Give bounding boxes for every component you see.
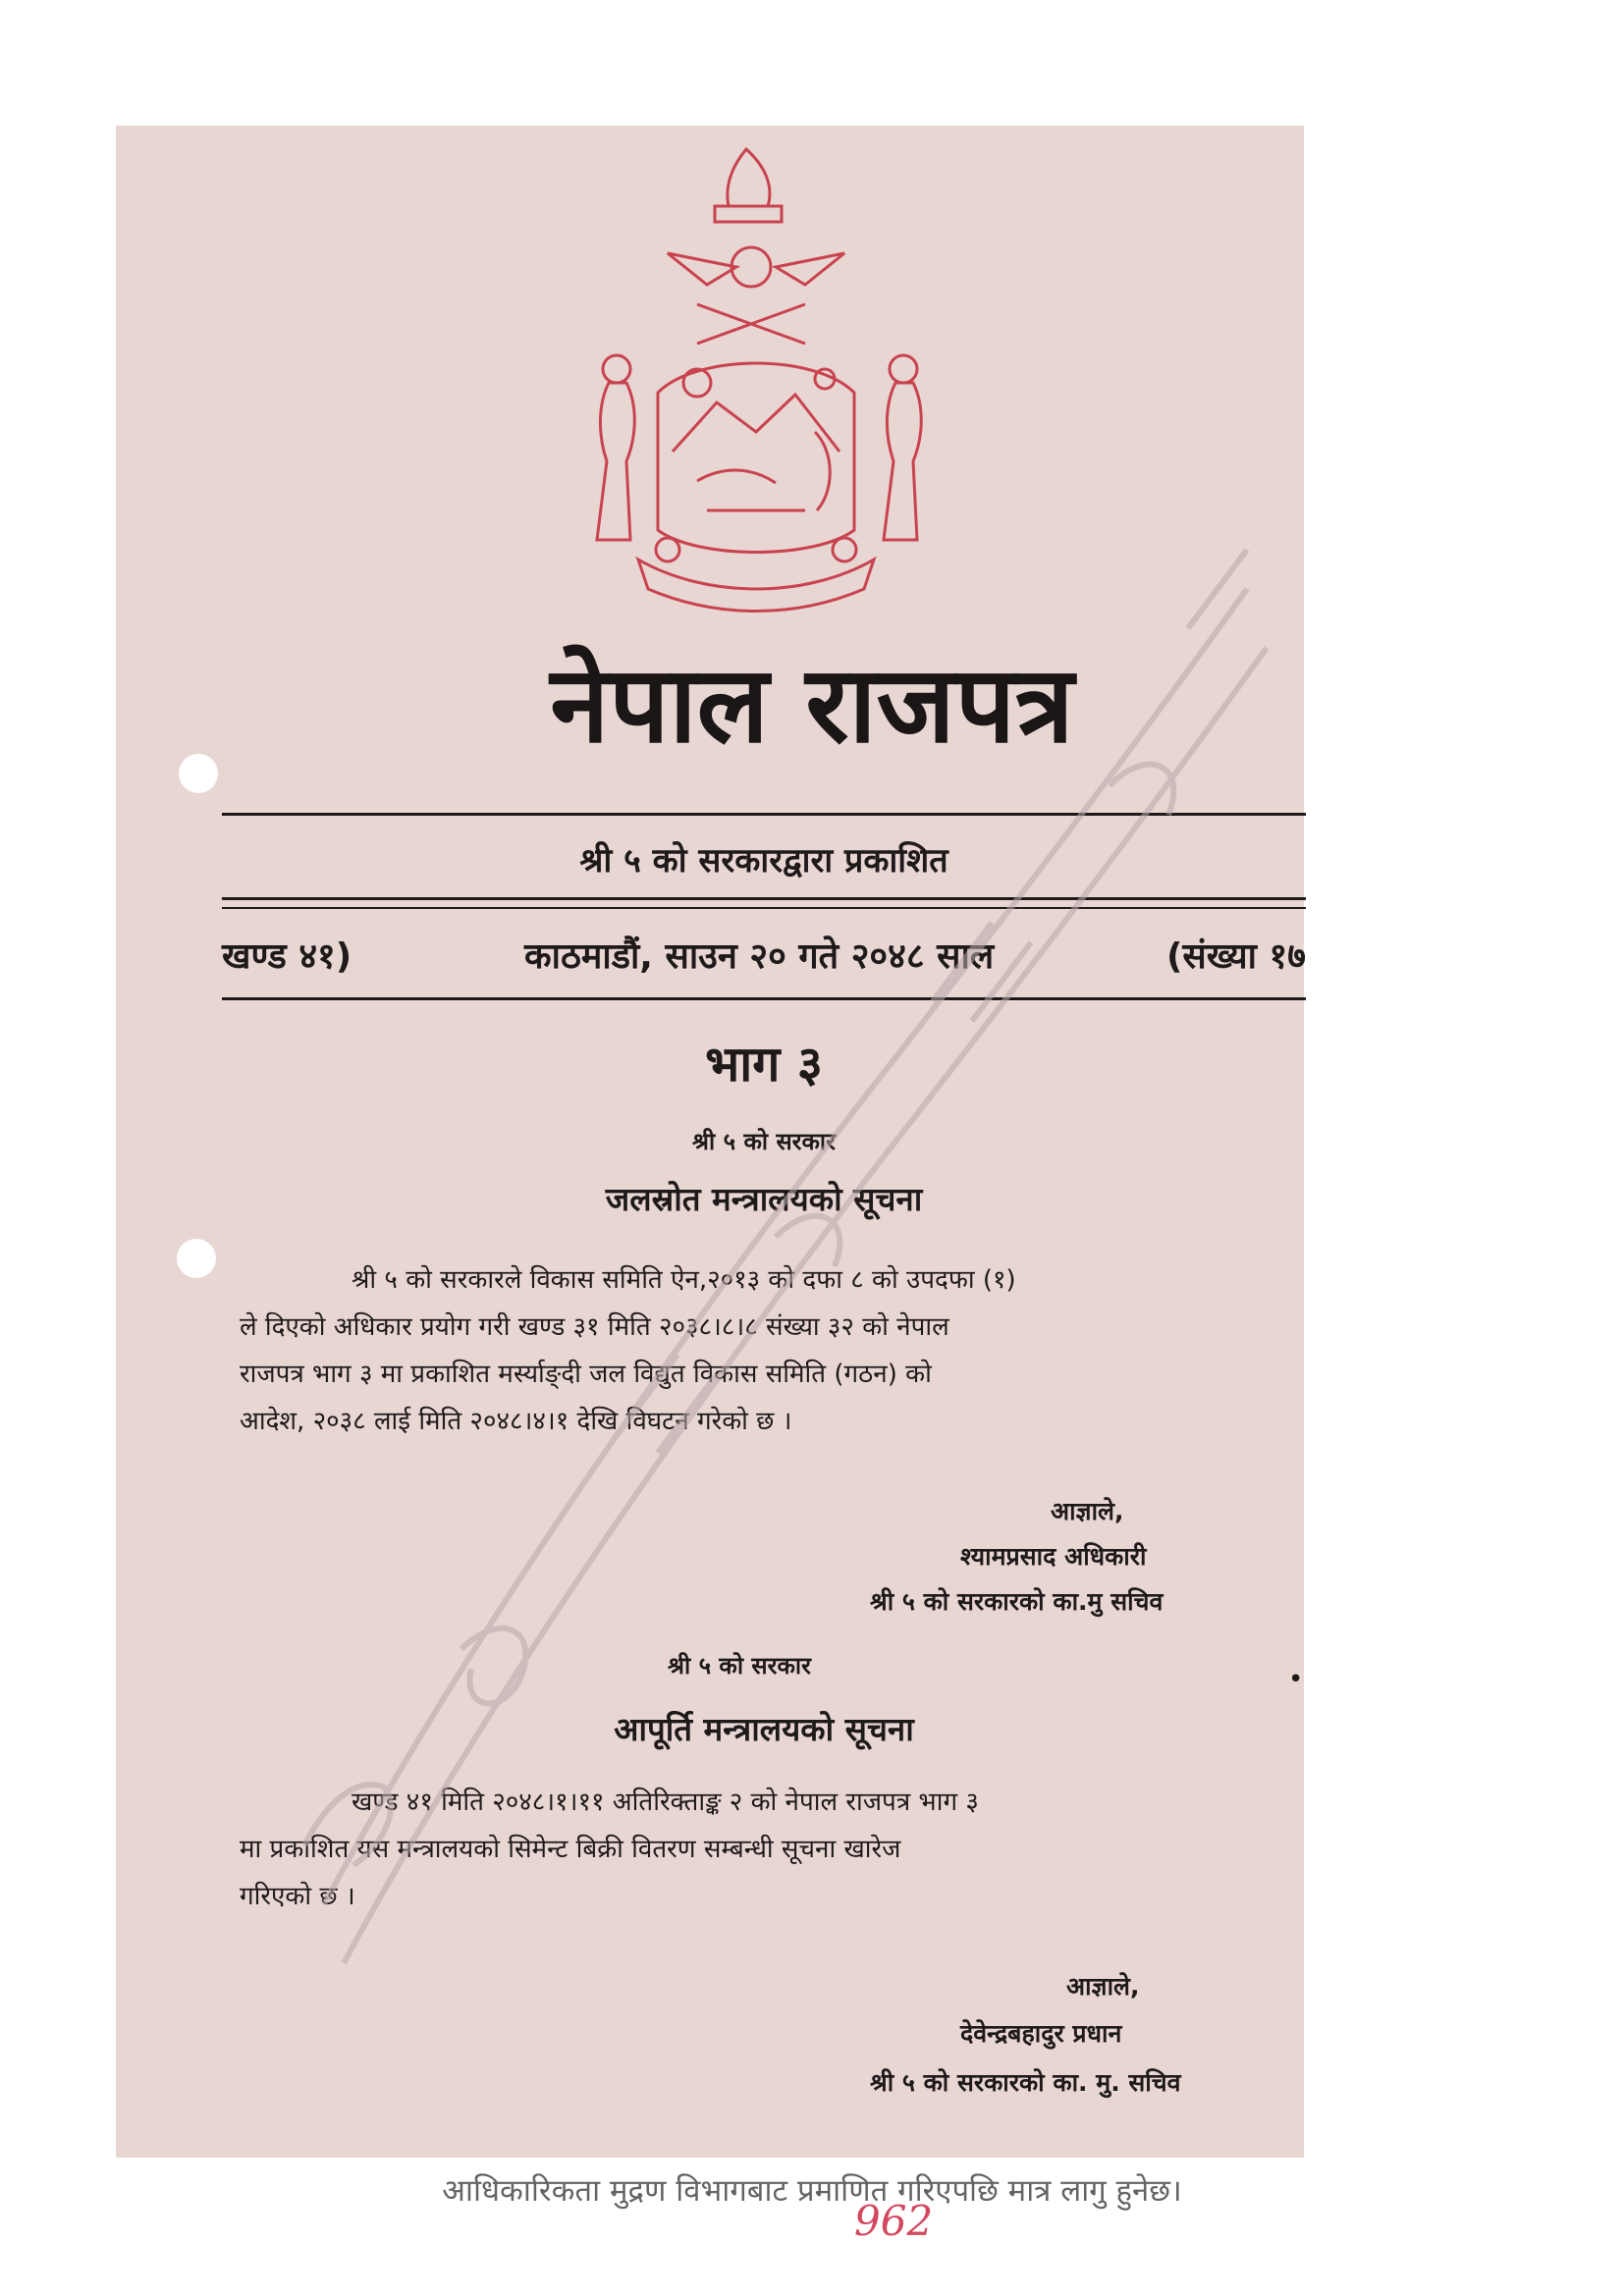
notice2-line: गरिएको छ । <box>240 1882 355 1911</box>
issue-number: (संख्या १७ <box>1165 936 1306 977</box>
notice1-line: राजपत्र भाग ३ मा प्रकाशित मर्स्याङ्दी जल विद्युत विकास समिति (गठन) को <box>240 1360 932 1389</box>
rule-top <box>222 813 1306 816</box>
notice2-line: खण्ड ४१ मिति २०४८।१।११ अतिरिक्ताङ्क २ को नेपाल राजपत्र भाग ३ <box>352 1788 979 1817</box>
handwritten-page-number: 962 <box>854 2197 934 2245</box>
notice2-body <box>240 1779 1310 1920</box>
notice1-govt-heading: श्री ५ को सरकार <box>692 1128 836 1155</box>
gazette-masthead: नेपाल राजपत्र <box>550 644 1074 767</box>
issue-line <box>222 931 1306 979</box>
punch-hole-bottom <box>177 1239 216 1278</box>
notice2-designation: श्री ५ को सरकारको का. मु. सचिव <box>870 2068 1181 2097</box>
publisher-line: श्री ५ को सरकारद्वारा प्रकाशित <box>579 841 948 881</box>
notice2-govt-heading: श्री ५ को सरकार <box>668 1652 811 1680</box>
tick-mark: • <box>1288 1665 1304 1694</box>
rule-double-1 <box>222 897 1306 900</box>
notice2-signatory: देवेन्द्रबहादुर प्रधान <box>960 2019 1122 2048</box>
authenticity-footer-note: आधिकारिकता मुद्रण विभागबाट प्रमाणित गरिएपछि मात्र लागु हुनेछ। <box>442 2173 1182 2209</box>
notice2-line: मा प्रकाशित यस मन्त्रालयको सिमेन्ट बिक्री वितरण सम्बन्धी सूचना खारेज <box>240 1835 901 1864</box>
notice1-order: आज्ञाले, <box>1051 1497 1124 1525</box>
place-and-date: काठमाडौं, साउन २० गते २०४८ साल <box>523 936 995 977</box>
notice1-signatory: श्यामप्रसाद अधिकारी <box>960 1542 1147 1571</box>
notice2-title: आपूर्ति मन्त्रालयको सूचना <box>614 1710 914 1748</box>
notice1-body <box>240 1256 1310 1445</box>
notice2-order: आज्ञाले, <box>1066 1972 1140 2001</box>
notice1-line: आदेश, २०३८ लाई मिति २०४८।४।१ देखि विघटन गरेको छ । <box>240 1407 792 1436</box>
notice1-line: श्री ५ को सरकारले विकास समिति ऐन,२०१३ को दफा ८ को उपदफा (१) <box>352 1265 1016 1295</box>
notice1-designation: श्री ५ को सरकारको का.मु सचिव <box>870 1587 1164 1616</box>
notice1-line: ले दिएको अधिकार प्रयोग गरी खण्ड ३१ मिति २०३८।८।८ संख्या ३२ को नेपाल <box>240 1312 949 1342</box>
part-heading: भाग ३ <box>705 1036 823 1093</box>
rule-double-2 <box>222 907 1306 909</box>
coat-of-arms-emblem <box>550 137 962 628</box>
volume-number: खण्ड ४१) <box>222 936 352 977</box>
notice1-title: जलस्रोत मन्त्रालयको सूचना <box>605 1180 923 1218</box>
rule-under-issue <box>222 997 1306 1000</box>
